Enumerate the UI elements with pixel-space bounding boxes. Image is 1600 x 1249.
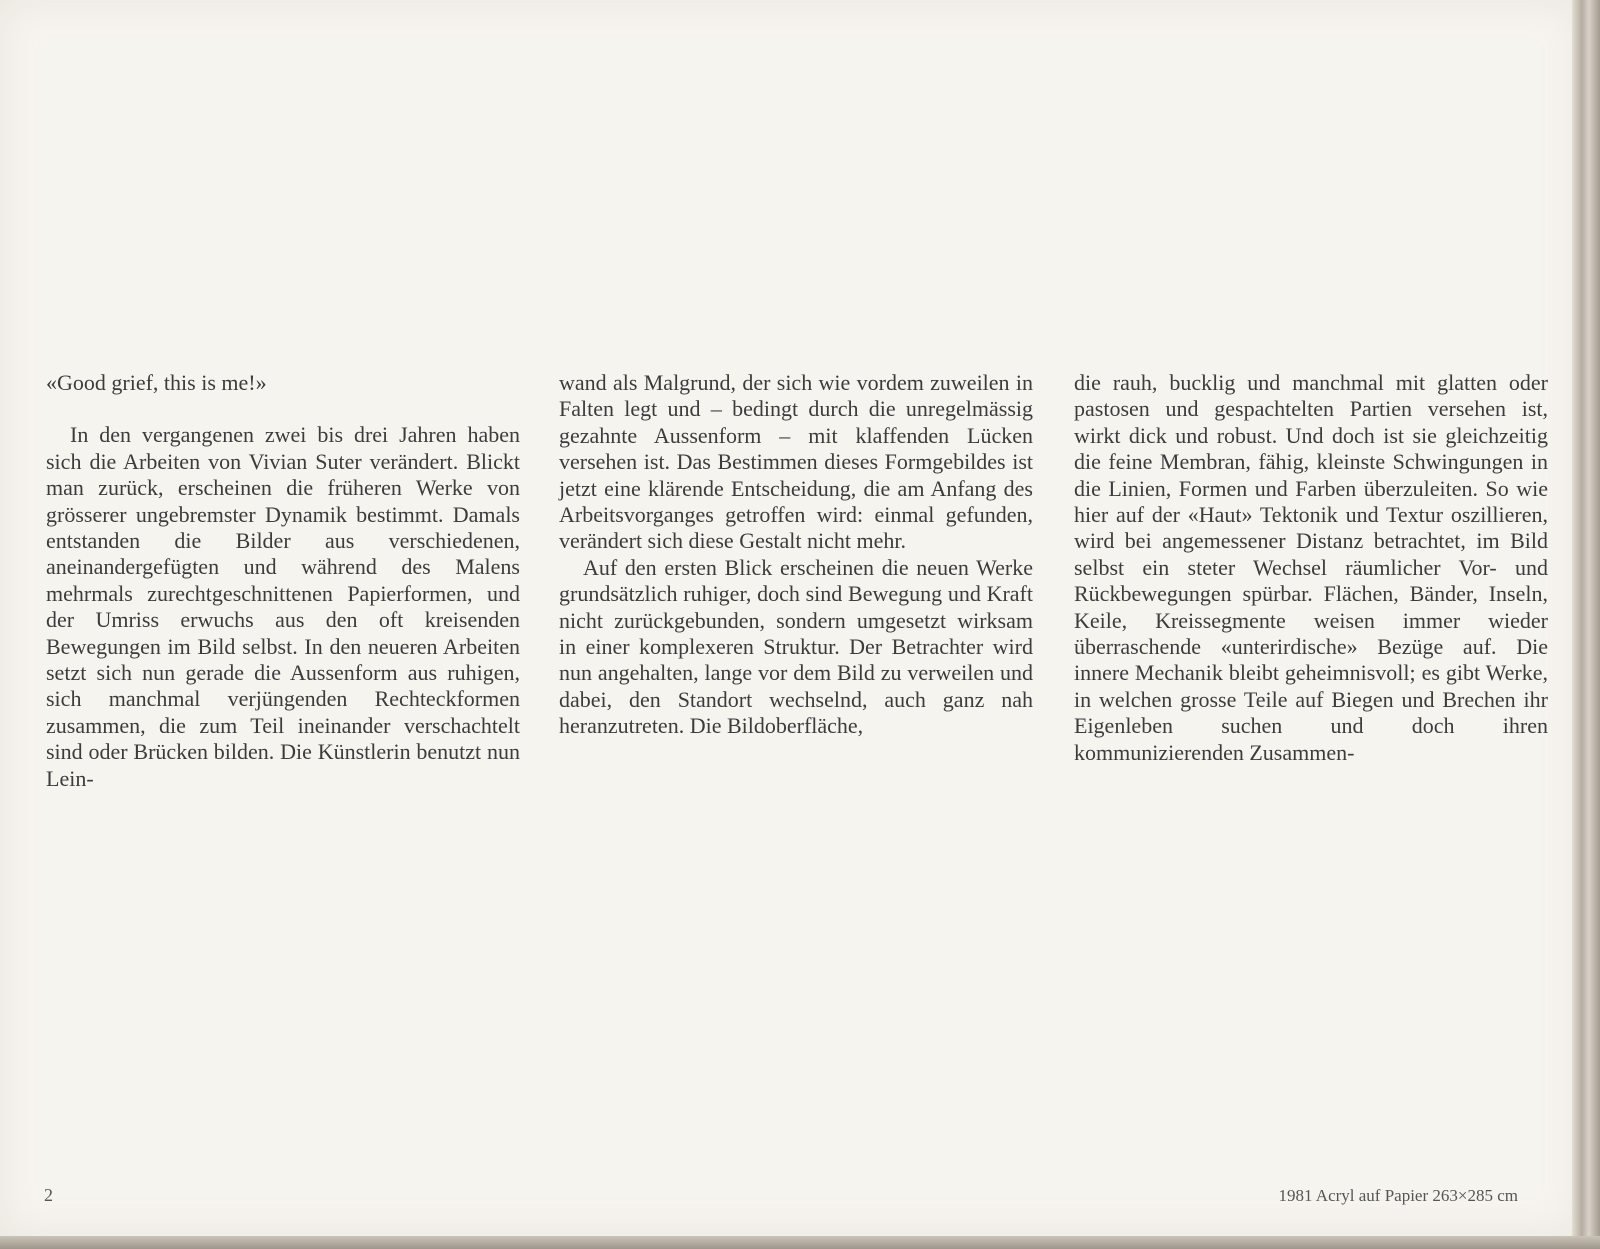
paragraph: Auf den ersten Blick erscheinen die neuen Werke grundsätzlich ruhiger, doch sind Bewegung und Kraft nicht zurückgebunden, sondern umgesetzt wirksam in einer komplexeren Struktur. Der Betrachter wird nun angehalten, lange vor dem Bild zu verweilen und dabei, den Standort wechselnd, auch ganz nah heranzutreten. Die Bildoberfläche,: [559, 554, 1033, 739]
text-column-2: [559, 370, 1033, 740]
bottom-edge: [0, 1236, 1600, 1249]
page-edge: [1572, 0, 1600, 1249]
paragraph: die rauh, bucklig und manchmal mit glatten oder pastosen und gespachtelten Partien versehen ist, wirkt dick und robust. Und doch ist sie gleichzeitig die feine Membran, fähig, kleinste Schwingungen in die Linien, Formen und Farben überzuleiten. So wie hier auf der «Haut» Tektonik und Textur oszillieren, wird bei angemessener Distanz betrachtet, im Bild selbst ein steter Wechsel räumlicher Vor- und Rückbewegungen spürbar. Flächen, Bänder, Inseln, Keile, Kreissegmente weisen immer wieder überraschende «unterirdische» Bezüge auf. Die innere Mechanik bleibt geheimnisvoll; es gibt Werke, in welchen grosse Teile auf Biegen und Brechen ihr Eigenleben suchen und doch ihren kommunizierenden Zusammen-: [1074, 370, 1548, 765]
paragraph: In den vergangenen zwei bis drei Jahren haben sich die Arbeiten von Vivian Suter verändert. Blickt man zurück, erscheinen die früheren Werke von grösserer ungebremster Dynamik bestimmt. Damals entstanden die Bilder aus verschiedenen, aneinandergefügten und während des Malens mehrmals zurechtgeschnittenen Papierformen, und der Umriss erwuchs aus den oft kreisenden Bewegungen im Bild selbst. In den neueren Arbeiten setzt sich nun gerade die Aussenform aus ruhigen, sich manchmal verjüngenden Rechteckformen zusammen, die zum Teil ineinander verschachtelt sind oder Brücken bilden. Die Künstlerin benutzt nun Lein-: [46, 422, 520, 791]
page-number: 2: [44, 1185, 53, 1205]
paragraph-spacer: [46, 396, 520, 422]
text-column-3: [1074, 370, 1548, 766]
heading-quote: «Good grief, this is me!»: [46, 370, 267, 395]
artwork-caption: 1981 Acryl auf Papier 263×285 cm: [1278, 1186, 1518, 1205]
text-column-1: [46, 370, 520, 792]
paragraph: wand als Malgrund, der sich wie vordem zuweilen in Falten legt und – bedingt durch die unregelmässig gezahnte Aussenform – mit klaffenden Lücken versehen ist. Das Bestimmen dieses Formgebildes ist jetzt eine klärende Entscheidung, die am Anfang des Arbeitsvorganges getroffen wird: einmal gefunden, verändert sich diese Gestalt nicht mehr.: [559, 370, 1033, 554]
